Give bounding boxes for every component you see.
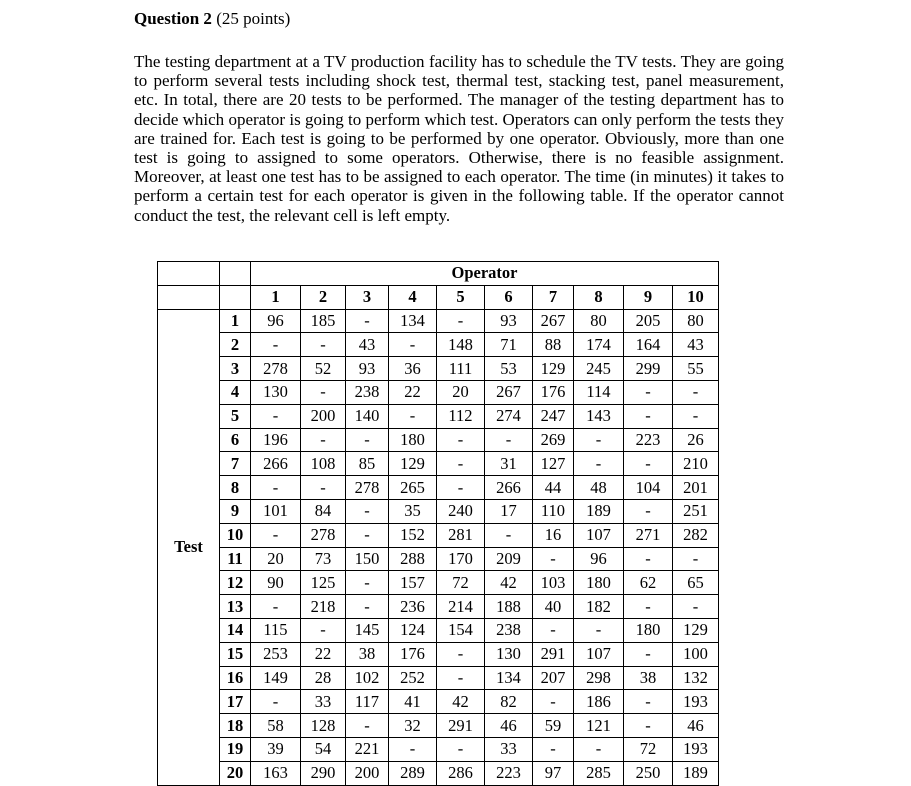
time-cell: 107 xyxy=(574,523,624,547)
time-cell: - xyxy=(251,523,301,547)
time-cell: 170 xyxy=(437,547,485,571)
time-cell: - xyxy=(346,714,389,738)
time-cell: - xyxy=(624,452,673,476)
time-cell: 114 xyxy=(574,380,624,404)
time-cell: 101 xyxy=(251,499,301,523)
time-cell: - xyxy=(624,714,673,738)
table-row xyxy=(158,666,719,690)
operator-caption: Operator xyxy=(251,262,719,286)
time-cell: 43 xyxy=(673,333,719,357)
test-axis-label: Test xyxy=(158,309,220,785)
time-cell: - xyxy=(624,595,673,619)
time-cell: 103 xyxy=(533,571,574,595)
time-cell: 80 xyxy=(673,309,719,333)
time-cell: 125 xyxy=(301,571,346,595)
time-cell: 278 xyxy=(346,476,389,500)
time-cell: 22 xyxy=(301,642,346,666)
table-row xyxy=(158,428,719,452)
time-cell: 200 xyxy=(346,761,389,785)
table-row xyxy=(158,476,719,500)
time-cell: - xyxy=(673,547,719,571)
test-number: 12 xyxy=(220,571,251,595)
time-cell: 32 xyxy=(389,714,437,738)
operator-header: 2 xyxy=(301,285,346,309)
time-cell: 163 xyxy=(251,761,301,785)
time-cell: 38 xyxy=(346,642,389,666)
time-cell: 46 xyxy=(485,714,533,738)
time-cell: 193 xyxy=(673,690,719,714)
time-cell: 65 xyxy=(673,571,719,595)
time-cell: - xyxy=(533,547,574,571)
time-cell: 20 xyxy=(251,547,301,571)
time-cell: 44 xyxy=(533,476,574,500)
time-cell: 53 xyxy=(485,357,533,381)
time-cell: 200 xyxy=(301,404,346,428)
time-cell: - xyxy=(346,428,389,452)
time-cell: 298 xyxy=(574,666,624,690)
time-cell: 185 xyxy=(301,309,346,333)
time-cell: 121 xyxy=(574,714,624,738)
time-cell: 42 xyxy=(485,571,533,595)
table-row xyxy=(158,618,719,642)
table-row xyxy=(158,357,719,381)
time-cell: 41 xyxy=(389,690,437,714)
time-cell: - xyxy=(251,690,301,714)
time-cell: - xyxy=(673,380,719,404)
time-cell: 180 xyxy=(389,428,437,452)
time-cell: - xyxy=(624,547,673,571)
time-cell: 245 xyxy=(574,357,624,381)
test-number: 3 xyxy=(220,357,251,381)
time-cell: 180 xyxy=(624,618,673,642)
time-cell: 286 xyxy=(437,761,485,785)
time-cell: 55 xyxy=(673,357,719,381)
time-cell: 108 xyxy=(301,452,346,476)
time-cell: 128 xyxy=(301,714,346,738)
time-cell: 152 xyxy=(389,523,437,547)
time-cell: 117 xyxy=(346,690,389,714)
operator-caption-row xyxy=(158,262,719,286)
time-cell: 201 xyxy=(673,476,719,500)
time-cell: - xyxy=(574,618,624,642)
time-cell: 238 xyxy=(485,618,533,642)
table-row xyxy=(158,452,719,476)
time-cell: 88 xyxy=(533,333,574,357)
test-number: 2 xyxy=(220,333,251,357)
time-cell: 100 xyxy=(673,642,719,666)
time-cell: - xyxy=(437,666,485,690)
time-cell: 31 xyxy=(485,452,533,476)
table-row xyxy=(158,404,719,428)
test-number: 14 xyxy=(220,618,251,642)
time-cell: 130 xyxy=(485,642,533,666)
time-cell: 236 xyxy=(389,595,437,619)
time-cell: - xyxy=(533,618,574,642)
time-cell: 130 xyxy=(251,380,301,404)
operator-header: 4 xyxy=(389,285,437,309)
time-cell: 33 xyxy=(301,690,346,714)
test-number: 15 xyxy=(220,642,251,666)
time-cell: 266 xyxy=(485,476,533,500)
time-cell: 58 xyxy=(251,714,301,738)
time-cell: - xyxy=(346,595,389,619)
time-cell: 269 xyxy=(533,428,574,452)
time-cell: 40 xyxy=(533,595,574,619)
table-body xyxy=(158,262,719,786)
time-cell: 274 xyxy=(485,404,533,428)
time-cell: 17 xyxy=(485,499,533,523)
test-number: 1 xyxy=(220,309,251,333)
time-cell: 72 xyxy=(437,571,485,595)
table-row xyxy=(158,523,719,547)
time-cell: 140 xyxy=(346,404,389,428)
time-cell: - xyxy=(251,333,301,357)
time-cell: 267 xyxy=(485,380,533,404)
time-cell: 289 xyxy=(389,761,437,785)
operator-header: 9 xyxy=(624,285,673,309)
time-cell: 93 xyxy=(346,357,389,381)
time-cell: 148 xyxy=(437,333,485,357)
time-cell: 223 xyxy=(624,428,673,452)
operator-header: 3 xyxy=(346,285,389,309)
time-cell: - xyxy=(389,737,437,761)
time-cell: - xyxy=(485,523,533,547)
time-cell: 176 xyxy=(533,380,574,404)
time-cell: - xyxy=(574,428,624,452)
time-cell: 110 xyxy=(533,499,574,523)
time-cell: 189 xyxy=(673,761,719,785)
table-row xyxy=(158,333,719,357)
corner-cell xyxy=(220,285,251,309)
time-cell: 48 xyxy=(574,476,624,500)
operator-header: 6 xyxy=(485,285,533,309)
time-cell: 299 xyxy=(624,357,673,381)
time-cell: 111 xyxy=(437,357,485,381)
time-cell: 71 xyxy=(485,333,533,357)
time-cell: 285 xyxy=(574,761,624,785)
time-cell: 209 xyxy=(485,547,533,571)
time-cell: 207 xyxy=(533,666,574,690)
time-cell: - xyxy=(673,595,719,619)
time-cell: 96 xyxy=(574,547,624,571)
operator-header: 1 xyxy=(251,285,301,309)
time-cell: 240 xyxy=(437,499,485,523)
time-cell: 97 xyxy=(533,761,574,785)
time-cell: 134 xyxy=(485,666,533,690)
table-row xyxy=(158,571,719,595)
time-cell: 52 xyxy=(301,357,346,381)
time-cell: 174 xyxy=(574,333,624,357)
time-cell: 39 xyxy=(251,737,301,761)
table-row xyxy=(158,642,719,666)
time-cell: - xyxy=(346,309,389,333)
time-cell: 282 xyxy=(673,523,719,547)
table-row xyxy=(158,714,719,738)
test-number: 10 xyxy=(220,523,251,547)
time-cell: - xyxy=(389,333,437,357)
test-number: 4 xyxy=(220,380,251,404)
time-cell: 26 xyxy=(673,428,719,452)
time-cell: 288 xyxy=(389,547,437,571)
time-cell: - xyxy=(301,618,346,642)
time-cell: 266 xyxy=(251,452,301,476)
time-cell: 127 xyxy=(533,452,574,476)
corner-cell xyxy=(158,262,220,286)
question-heading xyxy=(134,8,290,30)
time-cell: 291 xyxy=(533,642,574,666)
test-number: 11 xyxy=(220,547,251,571)
table-row xyxy=(158,547,719,571)
time-cell: - xyxy=(251,404,301,428)
time-cell: - xyxy=(574,737,624,761)
time-cell: 149 xyxy=(251,666,301,690)
problem-description: The testing department at a TV production facility has to schedule the TV tests. They are going to perform several tests including shock test, thermal test, stacking test, panel measurement, etc. In total, there are 20 tests to be performed. The manager of the testing department has to decide which operator is going to perform which test. Operators can only perform the tests they are trained for. Each test is going to be performed by one operator. Obviously, more than one test is going to assigned to some operators. Otherwise, there is no feasible assignment. Moreover, at least one test has to be assigned to each operator. The time (in minutes) it takes to perform a certain test for each operator is given in the following table. If the operator cannot conduct the test, the relevant cell is left empty. xyxy=(134,52,784,225)
test-number: 18 xyxy=(220,714,251,738)
test-number: 17 xyxy=(220,690,251,714)
time-cell: - xyxy=(533,690,574,714)
time-cell: - xyxy=(389,404,437,428)
time-cell: - xyxy=(437,452,485,476)
time-cell: 107 xyxy=(574,642,624,666)
time-cell: 80 xyxy=(574,309,624,333)
time-cell: 134 xyxy=(389,309,437,333)
time-cell: 85 xyxy=(346,452,389,476)
time-cell: 221 xyxy=(346,737,389,761)
table-row xyxy=(158,690,719,714)
time-cell: - xyxy=(624,380,673,404)
time-cell: - xyxy=(624,404,673,428)
time-cell: - xyxy=(251,476,301,500)
time-cell: 73 xyxy=(301,547,346,571)
time-cell: 290 xyxy=(301,761,346,785)
time-cell: 265 xyxy=(389,476,437,500)
time-cell: - xyxy=(437,428,485,452)
operator-header-row xyxy=(158,285,719,309)
time-cell: 129 xyxy=(533,357,574,381)
test-number: 9 xyxy=(220,499,251,523)
time-cell: 150 xyxy=(346,547,389,571)
time-cell: 42 xyxy=(437,690,485,714)
time-cell: - xyxy=(301,476,346,500)
time-cell: 82 xyxy=(485,690,533,714)
time-cell: - xyxy=(485,428,533,452)
time-cell: 253 xyxy=(251,642,301,666)
time-cell: 132 xyxy=(673,666,719,690)
time-cell: 218 xyxy=(301,595,346,619)
time-cell: - xyxy=(437,737,485,761)
time-cell: 93 xyxy=(485,309,533,333)
operator-header: 8 xyxy=(574,285,624,309)
time-cell: 250 xyxy=(624,761,673,785)
time-cell: 238 xyxy=(346,380,389,404)
time-cell: 90 xyxy=(251,571,301,595)
test-label-cell xyxy=(158,285,220,309)
time-cell: 33 xyxy=(485,737,533,761)
time-cell: 189 xyxy=(574,499,624,523)
time-cell: 196 xyxy=(251,428,301,452)
test-number: 5 xyxy=(220,404,251,428)
time-cell: 22 xyxy=(389,380,437,404)
table-row xyxy=(158,380,719,404)
time-cell: 54 xyxy=(301,737,346,761)
time-cell: - xyxy=(624,642,673,666)
time-cell: - xyxy=(624,499,673,523)
time-cell: 176 xyxy=(389,642,437,666)
time-cell: 36 xyxy=(389,357,437,381)
corner-cell xyxy=(220,262,251,286)
time-cell: - xyxy=(624,690,673,714)
test-number: 20 xyxy=(220,761,251,785)
time-cell: 59 xyxy=(533,714,574,738)
question-points: (25 points) xyxy=(216,9,291,28)
test-number: 7 xyxy=(220,452,251,476)
time-cell: 43 xyxy=(346,333,389,357)
time-cell: 20 xyxy=(437,380,485,404)
operator-header: 5 xyxy=(437,285,485,309)
time-cell: 251 xyxy=(673,499,719,523)
time-cell: 210 xyxy=(673,452,719,476)
test-number: 13 xyxy=(220,595,251,619)
time-cell: - xyxy=(301,333,346,357)
time-cell: 271 xyxy=(624,523,673,547)
time-cell: 96 xyxy=(251,309,301,333)
table-row xyxy=(158,595,719,619)
time-cell: - xyxy=(437,642,485,666)
time-cell: 62 xyxy=(624,571,673,595)
time-cell: - xyxy=(301,428,346,452)
time-cell: 182 xyxy=(574,595,624,619)
time-cell: 186 xyxy=(574,690,624,714)
time-cell: 145 xyxy=(346,618,389,642)
test-number: 16 xyxy=(220,666,251,690)
time-cell: 124 xyxy=(389,618,437,642)
time-cell: 252 xyxy=(389,666,437,690)
time-cell: - xyxy=(437,309,485,333)
time-cell: 84 xyxy=(301,499,346,523)
time-cell: - xyxy=(346,523,389,547)
time-cell: 193 xyxy=(673,737,719,761)
time-cell: - xyxy=(346,499,389,523)
time-cell: 16 xyxy=(533,523,574,547)
time-cell: 154 xyxy=(437,618,485,642)
operator-header: 10 xyxy=(673,285,719,309)
time-cell: 143 xyxy=(574,404,624,428)
test-number: 19 xyxy=(220,737,251,761)
time-cell: 247 xyxy=(533,404,574,428)
time-cell: 115 xyxy=(251,618,301,642)
time-cell: - xyxy=(574,452,624,476)
table-row xyxy=(158,309,719,333)
time-cell: - xyxy=(251,595,301,619)
time-cell: 72 xyxy=(624,737,673,761)
time-cell: - xyxy=(533,737,574,761)
time-cell: 112 xyxy=(437,404,485,428)
time-cell: 281 xyxy=(437,523,485,547)
time-cell: 46 xyxy=(673,714,719,738)
time-cell: 28 xyxy=(301,666,346,690)
time-cell: 35 xyxy=(389,499,437,523)
time-cell: 205 xyxy=(624,309,673,333)
table-row xyxy=(158,499,719,523)
time-cell: - xyxy=(301,380,346,404)
question-label: Question 2 xyxy=(134,9,212,28)
time-cell: 129 xyxy=(389,452,437,476)
time-cell: 180 xyxy=(574,571,624,595)
time-cell: 104 xyxy=(624,476,673,500)
time-cell: 291 xyxy=(437,714,485,738)
time-cell: 157 xyxy=(389,571,437,595)
test-number: 6 xyxy=(220,428,251,452)
time-cell: - xyxy=(437,476,485,500)
time-cell: 214 xyxy=(437,595,485,619)
test-number: 8 xyxy=(220,476,251,500)
time-cell: 129 xyxy=(673,618,719,642)
time-cell: 267 xyxy=(533,309,574,333)
time-cell: 38 xyxy=(624,666,673,690)
operator-header: 7 xyxy=(533,285,574,309)
time-cell: - xyxy=(346,571,389,595)
time-cell: 278 xyxy=(301,523,346,547)
time-cell: 188 xyxy=(485,595,533,619)
time-cell: 164 xyxy=(624,333,673,357)
operator-time-table xyxy=(157,261,719,786)
time-cell: - xyxy=(673,404,719,428)
time-cell: 223 xyxy=(485,761,533,785)
time-cell: 278 xyxy=(251,357,301,381)
table-row xyxy=(158,761,719,785)
table-row xyxy=(158,737,719,761)
time-cell: 102 xyxy=(346,666,389,690)
